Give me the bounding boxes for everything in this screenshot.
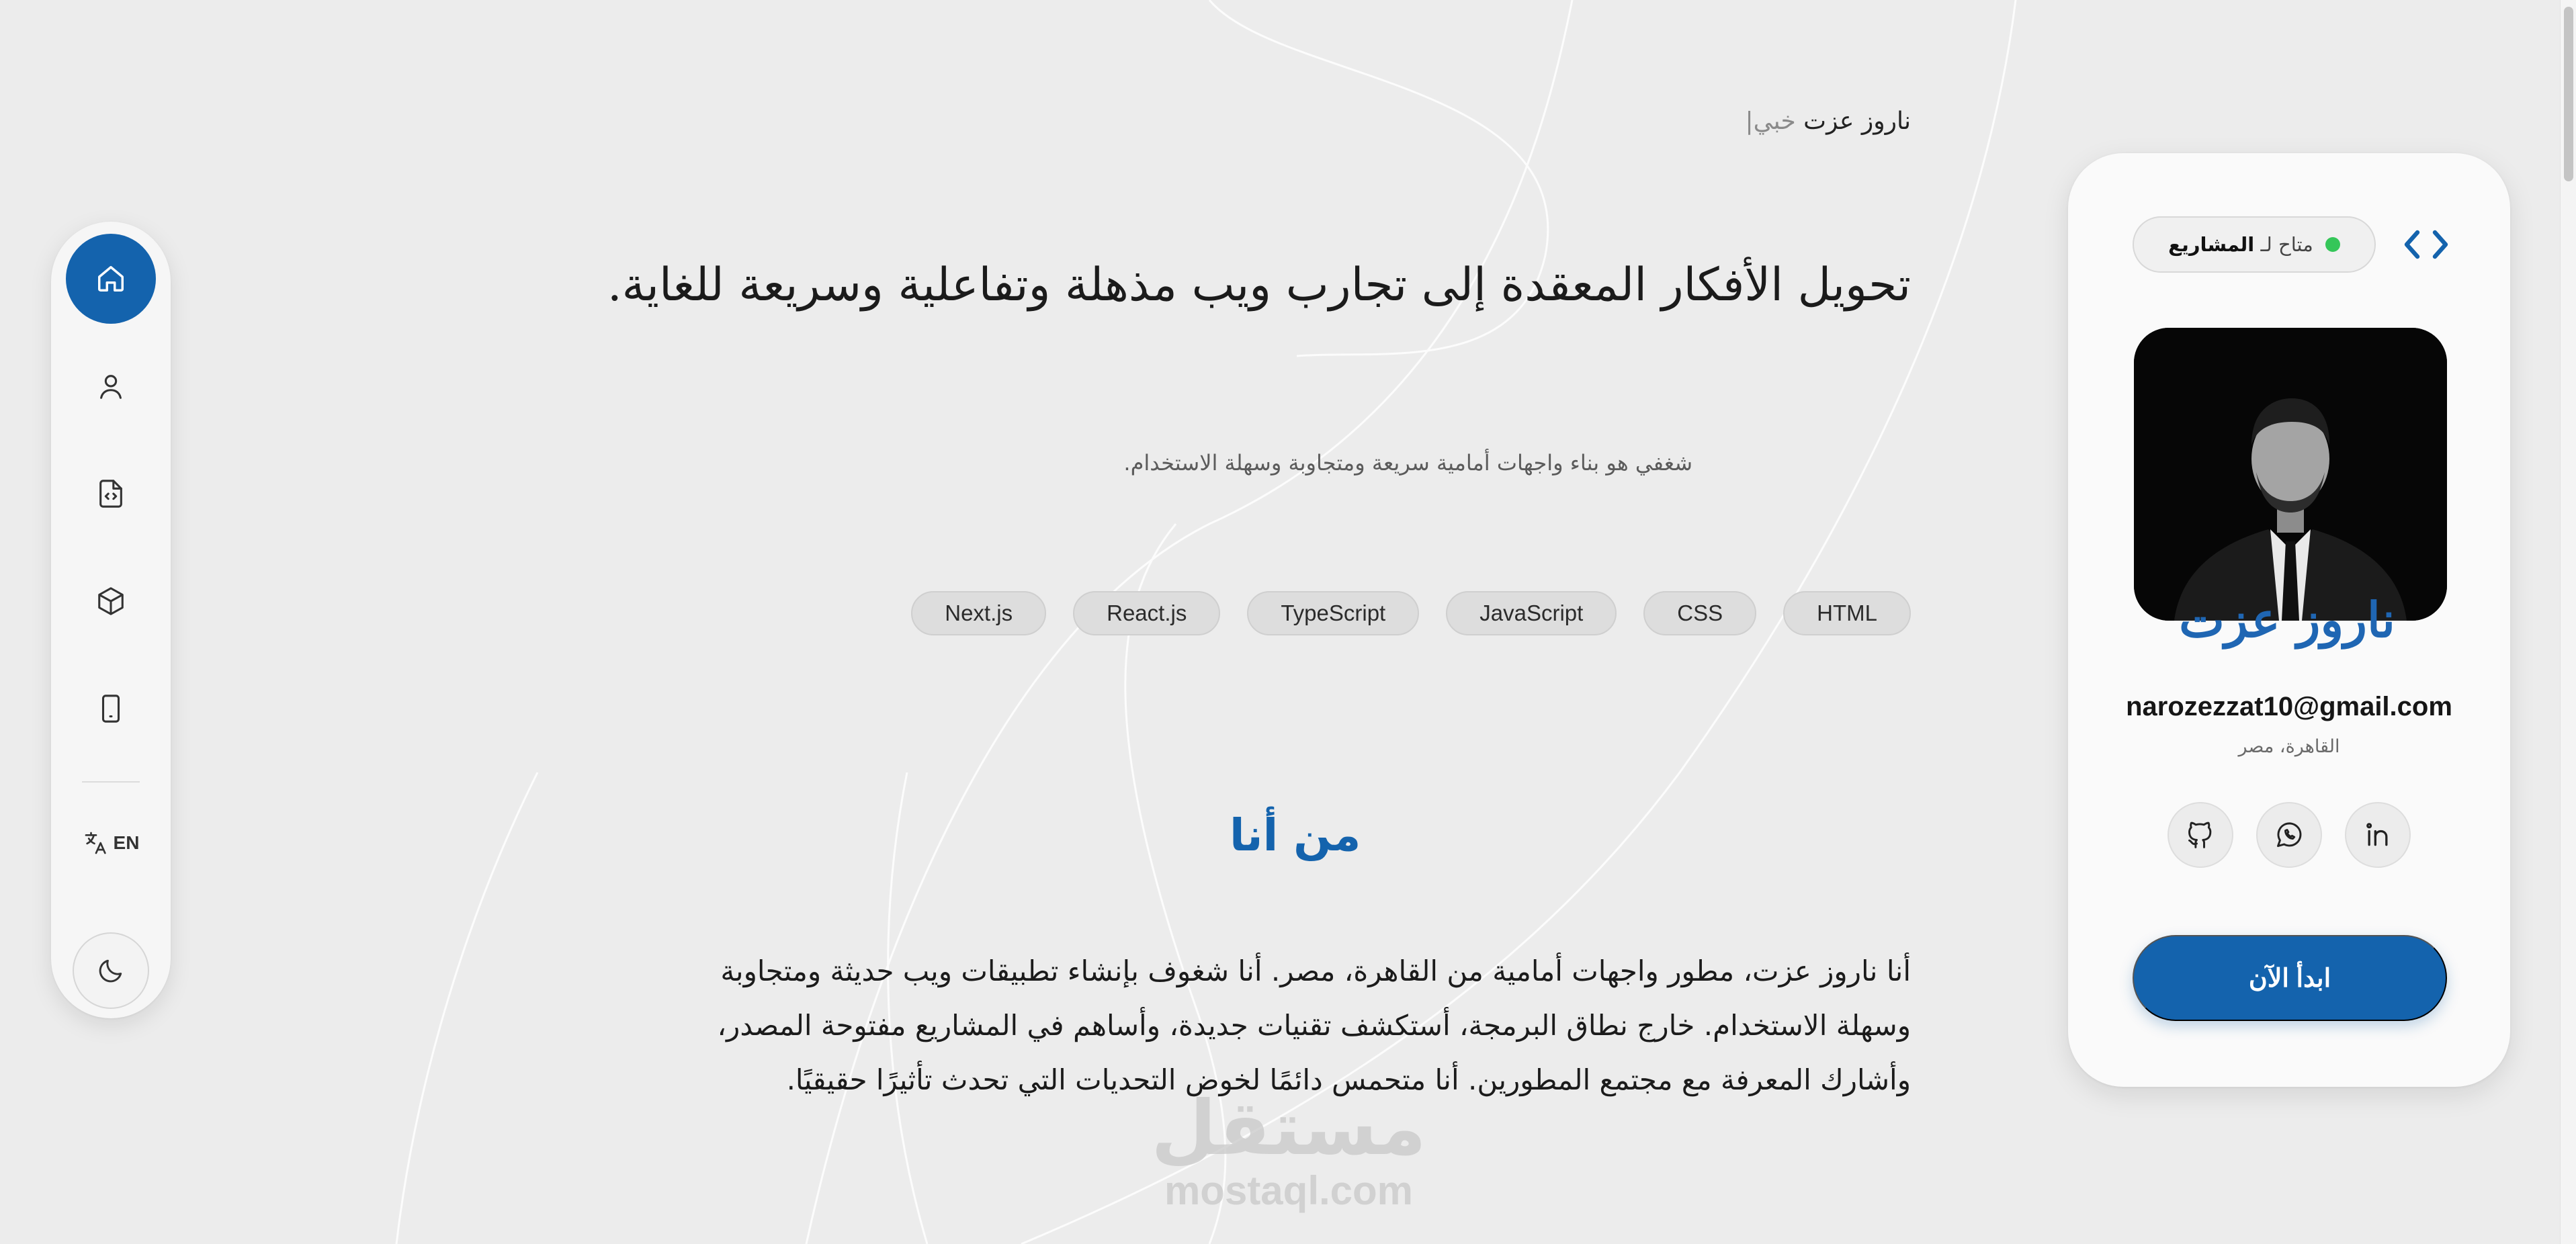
github-icon xyxy=(2186,820,2215,850)
start-now-button[interactable]: ابدأ الآن xyxy=(2133,935,2447,1021)
status-dot-icon xyxy=(2325,237,2340,252)
nav-contact-button[interactable] xyxy=(66,664,156,754)
skill-tag: HTML xyxy=(1783,591,1911,635)
watermark xyxy=(1131,1085,1447,1213)
about-section-title: من أنا xyxy=(1230,809,1361,861)
dock-divider xyxy=(82,781,140,783)
status-prefix: متاح لـ xyxy=(2260,233,2313,256)
hero-subline: شغفي هو بناء واجهات أمامية سريعة ومتجاوبة وسهلة الاستخدام. xyxy=(1123,450,1692,476)
side-dock xyxy=(51,222,171,1018)
home-icon xyxy=(95,263,126,294)
social-links xyxy=(2167,802,2411,869)
profile-card xyxy=(2068,153,2510,1087)
watermark-latin: mostaql.com xyxy=(1164,1168,1414,1213)
box-icon xyxy=(95,586,126,617)
page-scrollbar[interactable] xyxy=(2560,0,2576,1244)
code-file-icon xyxy=(95,478,126,509)
signature-text: ناروز عزت xyxy=(2179,591,2395,648)
language-label: EN xyxy=(113,832,140,853)
whatsapp-icon xyxy=(2274,820,2304,850)
hero-name: ناروز عزت xyxy=(1803,107,1911,135)
moon-icon xyxy=(96,956,126,985)
scrollbar-thumb[interactable] xyxy=(2564,7,2573,181)
linkedin-icon xyxy=(2363,820,2393,850)
hero-typing-text: خبي| xyxy=(1745,107,1796,135)
translate-icon xyxy=(83,830,110,856)
profile-photo xyxy=(2134,328,2447,621)
skill-tag: CSS xyxy=(1643,591,1756,635)
profile-email: narozezzat10@gmail.com xyxy=(2126,692,2452,721)
user-icon xyxy=(95,371,126,402)
skill-tags xyxy=(911,591,1911,635)
linkedin-link[interactable] xyxy=(2345,802,2411,868)
nav-skills-button[interactable] xyxy=(66,449,156,539)
portrait-illustration xyxy=(2134,328,2447,621)
skill-tag: TypeScript xyxy=(1247,591,1419,635)
language-toggle-button[interactable] xyxy=(66,813,156,873)
hero-typed-name xyxy=(1745,107,1911,135)
nav-projects-button[interactable] xyxy=(66,556,156,646)
github-link[interactable] xyxy=(2167,802,2233,868)
nav-home-button[interactable] xyxy=(66,234,156,324)
theme-toggle-button[interactable] xyxy=(73,932,149,1009)
hero-headline: تحويل الأفكار المعقدة إلى تجارب ويب مذهلة وتفاعلية وسريعة للغاية. xyxy=(607,259,1911,312)
about-paragraph: أنا ناروز عزت، مطور واجهات أمامية من القاهرة، مصر. أنا شغوف بإنشاء تطبيقات ويب حديثة ومتجاوبة وسهلة الاستخدام. خارج نطاق البرمجة، أستكشف تقنيات جديدة، وأساهم في المشاريع مفتوحة المصدر، وأشارك المعرفة مع مجتمع المطورين. أنا متحمس دائمًا لخوض التحديات التي تحدث تأثيرًا حقيقيًا. xyxy=(717,954,1911,1096)
skill-tag: JavaScript xyxy=(1446,591,1617,635)
skill-tag: Next.js xyxy=(911,591,1046,635)
status-strong: المشاريع xyxy=(2168,233,2255,256)
skill-tag: React.js xyxy=(1073,591,1220,635)
nav-about-button[interactable] xyxy=(66,341,156,431)
availability-badge xyxy=(2133,216,2376,273)
mobile-icon xyxy=(95,693,126,724)
code-brackets-icon xyxy=(2403,223,2450,266)
whatsapp-link[interactable] xyxy=(2256,802,2322,868)
profile-location: القاهرة، مصر xyxy=(2238,736,2340,757)
watermark-arabic: مستقل xyxy=(1151,1085,1426,1172)
